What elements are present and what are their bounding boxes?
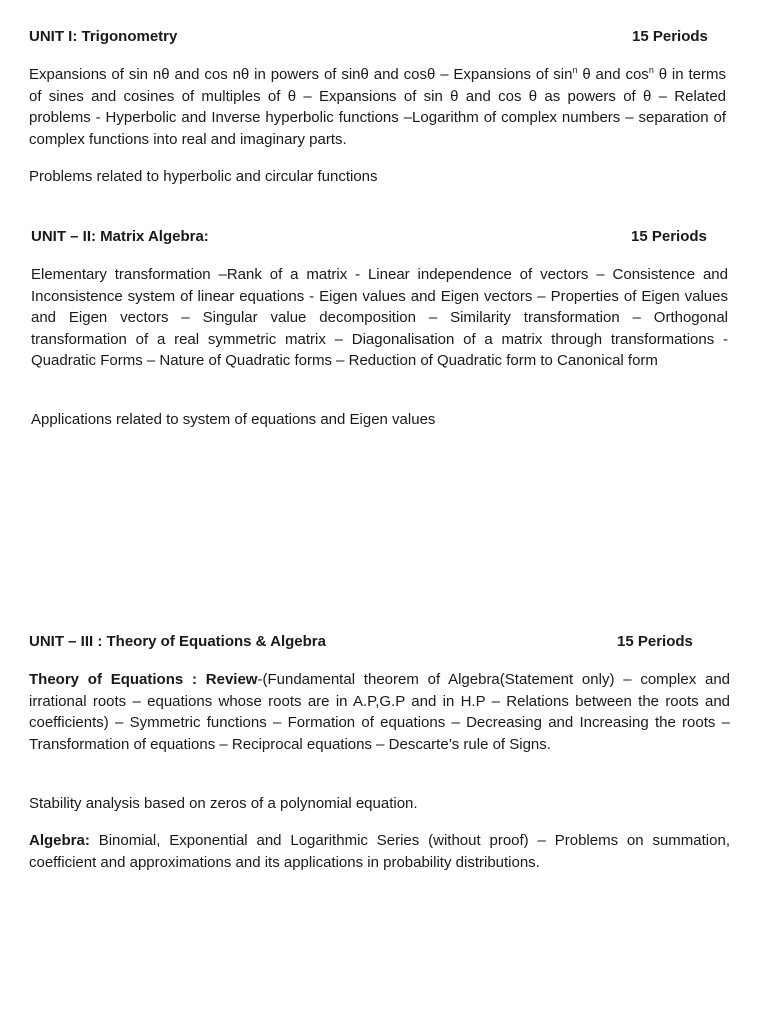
unit-1-problems: Problems related to hyperbolic and circular functions (29, 168, 378, 185)
unit-3-stability: Stability analysis based on zeros of a polynomial equation. (29, 795, 418, 812)
unit-2-title: UNIT – II: Matrix Algebra: (31, 228, 209, 245)
unit-3-theory-of-equations: Theory of Equations : Review-(Fundamental theorem of Algebra(Statement only) – complex and irrational roots – equations whose roots are in A.P,G.P and in H.P – Relations between the roots and coefficients) – Symmetric functions – Formation of equations – Decreasing and Increasing the roots – Transformation of equations – Reciprocal equations – Descarte’s rule of Signs. (29, 671, 730, 753)
unit-2-section (0, 228, 768, 428)
unit-2-periods: 15 Periods (631, 228, 707, 245)
unit-3-algebra: Algebra: Binomial, Exponential and Logarithmic Series (without proof) – Problems on summation, coefficient and approximations and its applications in probability distributions. (29, 832, 730, 871)
unit-1-periods: 15 Periods (632, 28, 708, 45)
unit-3-title: UNIT – III : Theory of Equations & Algebra (29, 633, 326, 650)
unit-3-section (0, 633, 768, 871)
unit-1-description: Expansions of sin nθ and cos nθ in powers of sinθ and cosθ – Expansions of $\sin^n \theta$ and $\cos^n \theta$ in terms of sines and cosines of multiples of θ – Expansions of sin θ and cos θ as powers of θ – Related problems - Hyperbolic and Inverse hyperbolic functions –Logarithm of complex numbers – separation of complex functions into real and imaginary parts. (29, 65, 726, 148)
unit-2-header (0, 228, 768, 248)
unit-1-title: UNIT I: Trigonometry (29, 28, 178, 45)
unit-3-header (0, 633, 768, 653)
unit-2-applications: Applications related to system of equations and Eigen values (31, 411, 436, 428)
unit-3-periods: 15 Periods (617, 633, 693, 650)
unit-1-section (0, 28, 768, 185)
unit-1-header (0, 28, 768, 48)
unit-2-description: Elementary transformation –Rank of a matrix - Linear independence of vectors – Consistence and Inconsistence system of linear equations - Eigen values and Eigen vectors – Properties of Eigen values and Eigen vectors – Singular value decomposition – Similarity transformation – Orthogonal transformation of a real symmetric matrix – Diagonalisation of a matrix through transformations - Quadratic Forms – Nature of Quadratic forms – Reduction of Quadratic form to Canonical form (31, 266, 728, 370)
